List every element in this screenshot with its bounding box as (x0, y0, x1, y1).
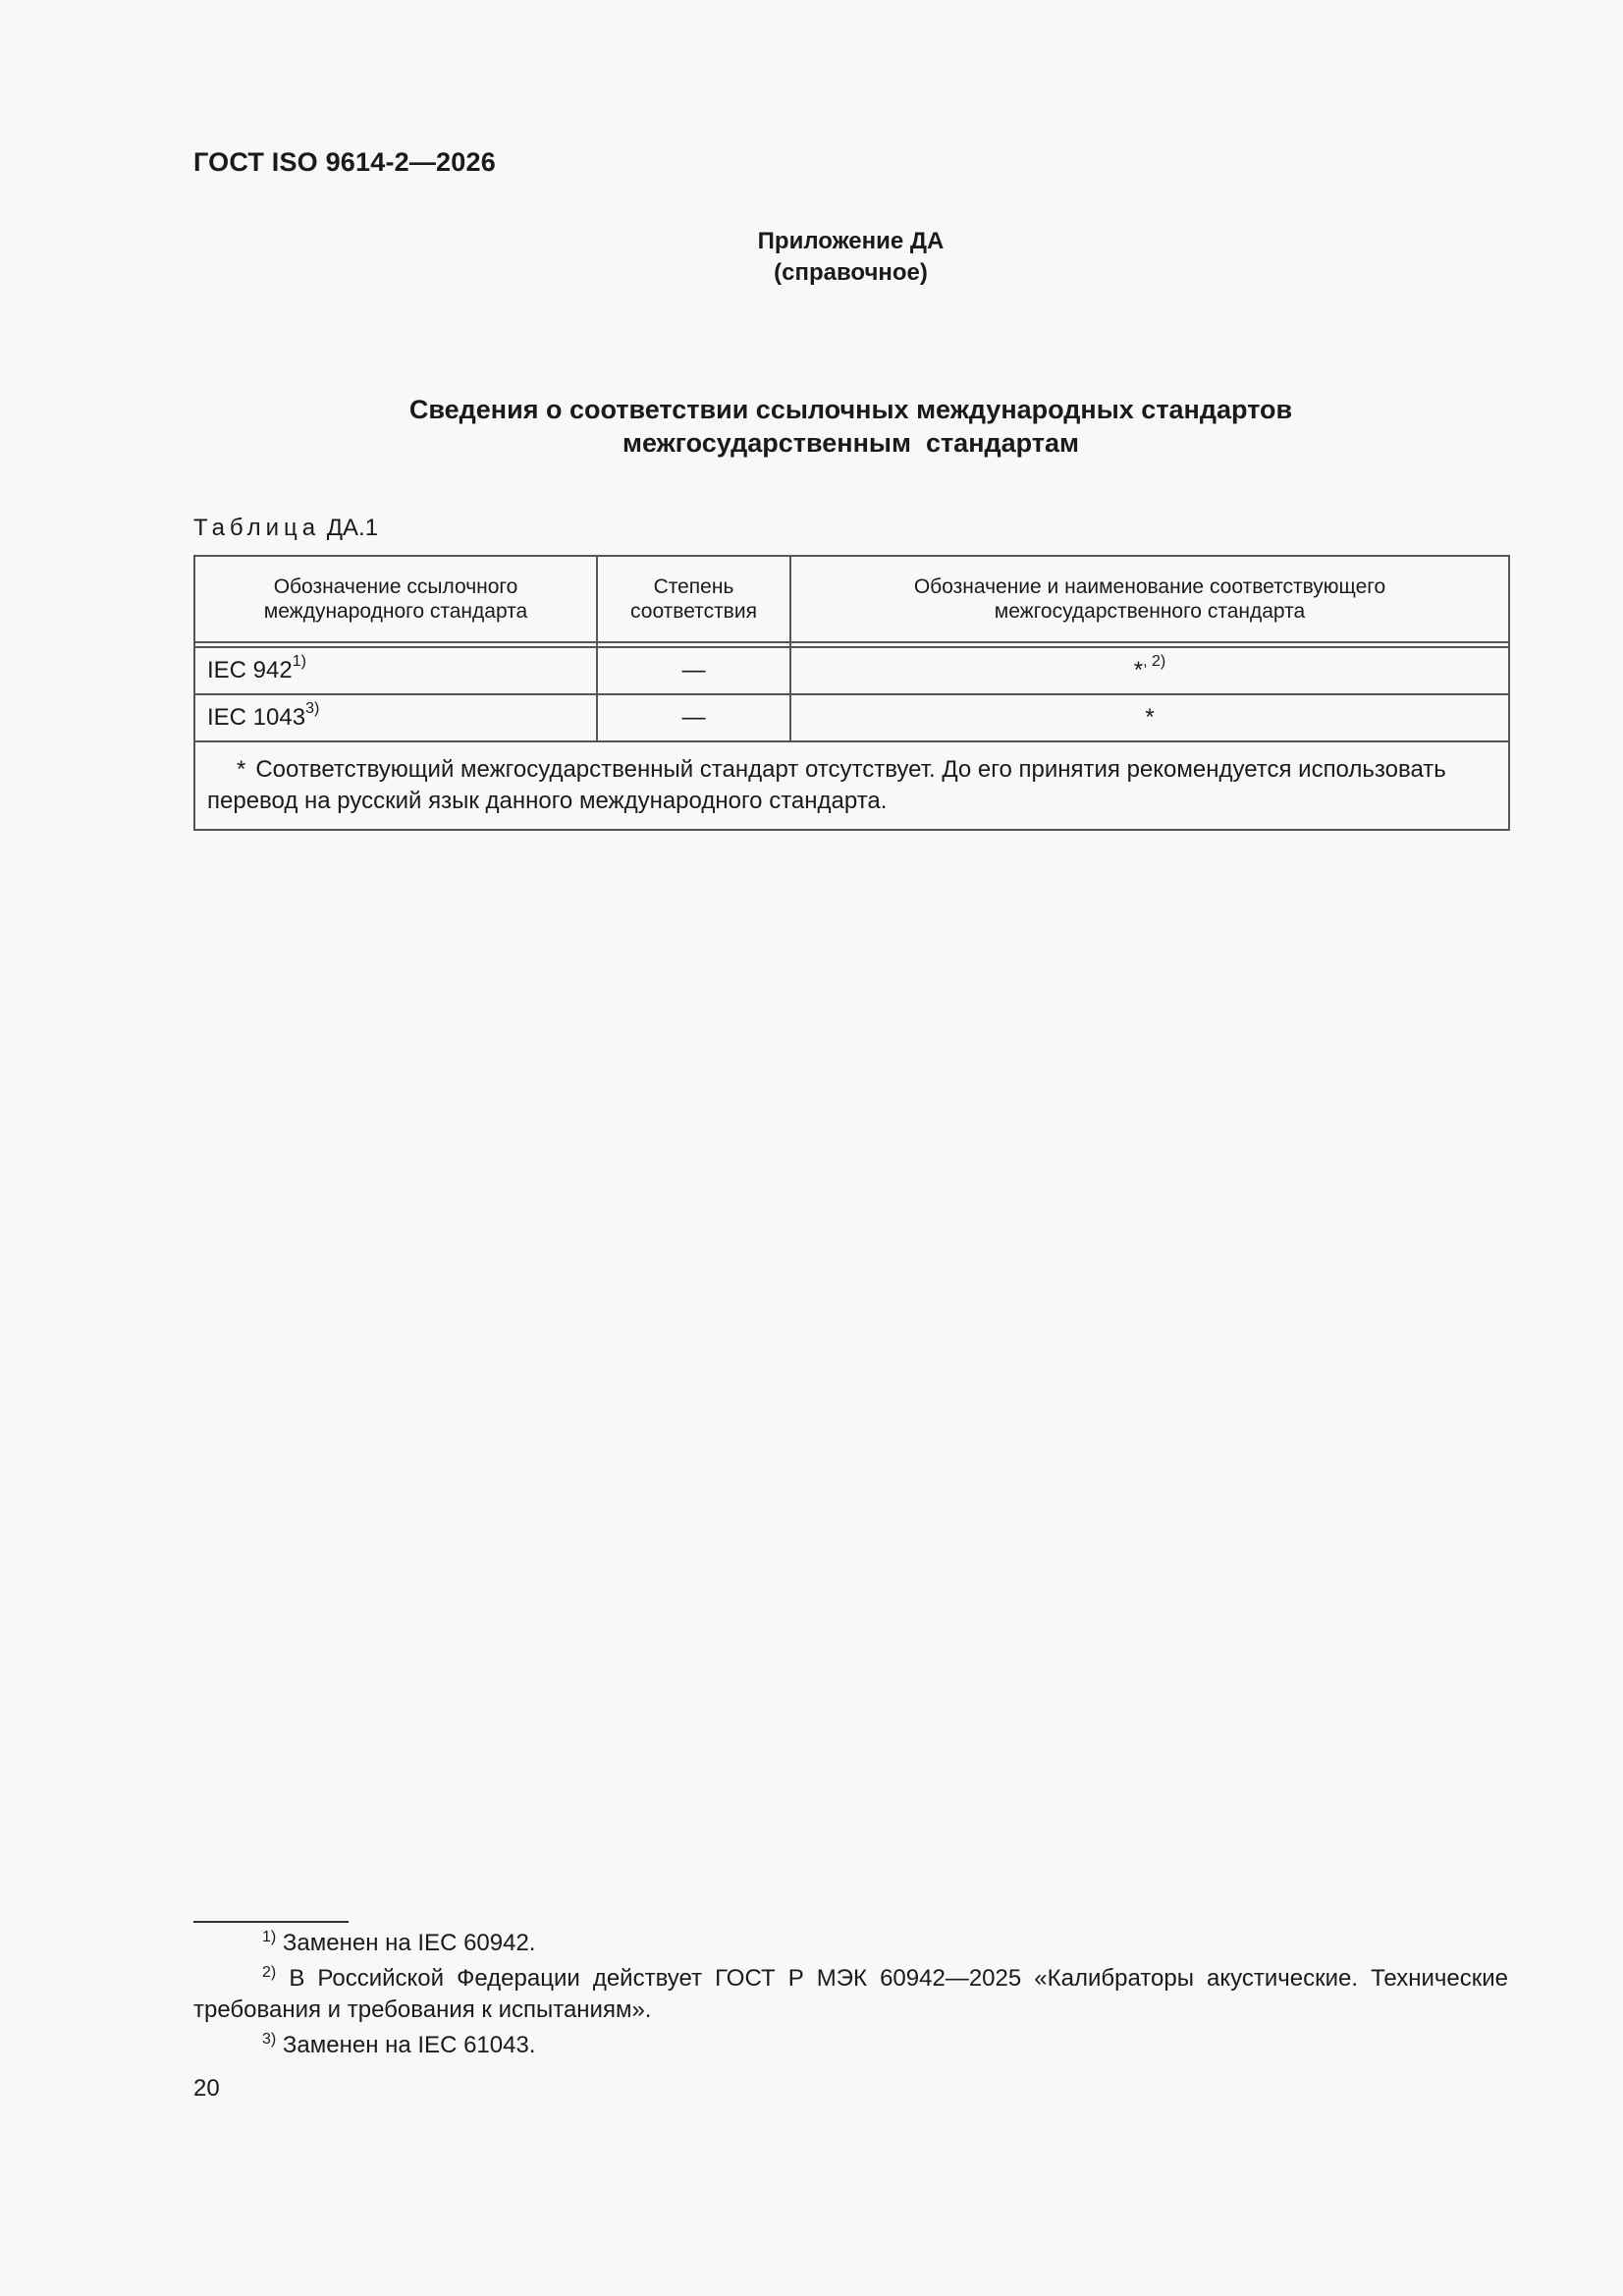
equivalent-cell: *$^{, 2)}$ (790, 647, 1509, 694)
footnote-divider (193, 1921, 349, 1923)
column-header-designation: Обозначение ссылочного международного стандарта (194, 556, 597, 642)
section-title-line2: межгосударственным стандартам (622, 428, 1080, 458)
footnote (193, 1928, 1508, 1959)
note-text: Соответствующий межгосударственный стандарт отсутствует. До его принятия рекомендуется использовать перевод на русский язык данного международного стандарта. (207, 756, 1446, 814)
footnotes (193, 1928, 1508, 2065)
annex-title: Приложение ДА (757, 228, 945, 254)
degree-cell: — (597, 694, 790, 741)
table-caption (193, 515, 378, 542)
footnote-text: В Российской Федерации действует ГОСТ Р МЭК 60942—2025 «Калибраторы акустические. Технические требования и требования к испытаниям». (193, 1965, 1509, 2023)
equivalent-cell: * (790, 694, 1509, 741)
designation-cell: IEC 1043$^{3)}$ (194, 694, 597, 741)
annex-heading (0, 226, 1623, 289)
table-row (194, 647, 1509, 694)
column-header-degree: Степень соответствия (597, 556, 790, 642)
page-number: 20 (193, 2075, 220, 2102)
note-marker: * (237, 756, 246, 783)
footnote-ref: 3) (305, 700, 320, 717)
table-header-row (194, 556, 1509, 642)
footnote-text: Заменен на IEC 60942. (282, 1930, 536, 1956)
table-note (194, 741, 1509, 830)
section-title-line1: Сведения о соответствии ссылочных международных стандартов (408, 395, 1293, 424)
table-row (194, 694, 1509, 741)
footnote-marker: 3) (262, 2031, 277, 2048)
table-note-row (194, 741, 1509, 830)
footnote-text: Заменен на IEC 61043. (282, 2032, 536, 2058)
table-caption-id: ДА.1 (326, 515, 379, 541)
footnote (193, 1963, 1508, 2026)
footnote-marker: 1) (262, 1929, 277, 1945)
section-title (193, 393, 1508, 460)
footnote-marker: 2) (262, 1964, 277, 1981)
correspondence-table (193, 555, 1510, 831)
footnote (193, 2030, 1508, 2061)
table-caption-prefix: Таблица (193, 515, 321, 541)
annex-status: (справочное) (774, 259, 928, 286)
degree-cell: — (597, 647, 790, 694)
column-header-equivalent: Обозначение и наименование соответствующего межгосударственного стандарта (790, 556, 1509, 642)
document-code: ГОСТ ISO 9614-2—2026 (193, 147, 496, 177)
designation-cell: IEC 942$^{1)}$ (194, 647, 597, 694)
footnote-ref: , 2) (1143, 653, 1166, 670)
footnote-ref: 1) (292, 653, 306, 670)
